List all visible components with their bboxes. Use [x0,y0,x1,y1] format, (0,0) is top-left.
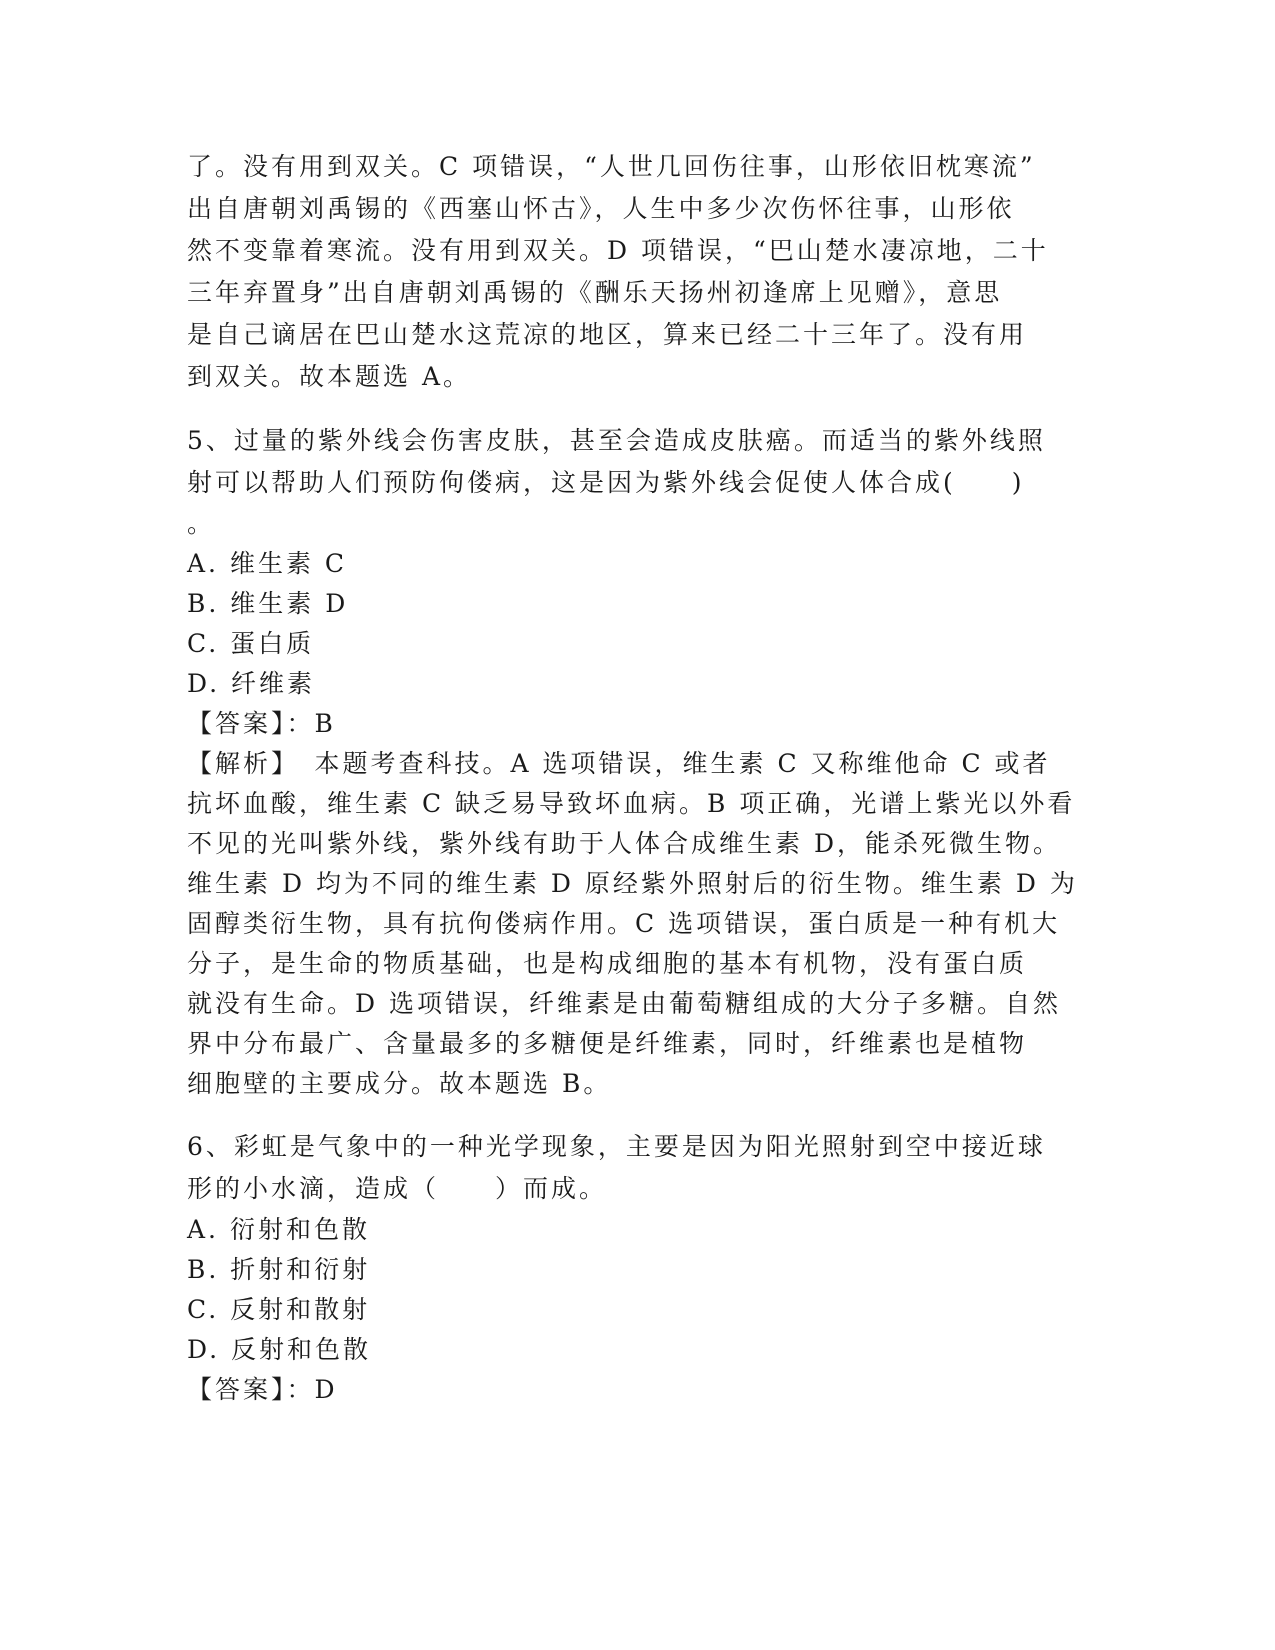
option-b: B. 折射和衍射 [187,1255,371,1284]
text-line: 了。没有用到双关。C 项错误，“人世几回伤往事，山形依旧枕寒流” [187,152,1036,181]
option-d: D. 纤维素 [187,669,316,698]
option-a: A. 衍射和色散 [187,1215,370,1244]
text-line: 三年弃置身”出自唐朝刘禹锡的《酬乐天扬州初逢席上见赠》，意思 [187,278,1003,307]
question-text: 形的小水滴，造成（ ）而成。 [187,1174,608,1203]
analysis-line: 维生素 D 均为不同的维生素 D 原经紫外照射后的衍生物。维生素 D 为 [187,869,1078,898]
text-line: 是自己谪居在巴山楚水这荒凉的地区，算来已经二十三年了。没有用 [187,320,1028,349]
analysis-line: 固醇类衍生物，具有抗佝偻病作用。C 选项错误，蛋白质是一种有机大 [187,909,1061,938]
question-text: 。 [187,509,216,538]
spacer [187,1104,1087,1126]
analysis-line: 细胞壁的主要成分。故本题选 B。 [187,1069,612,1098]
analysis-line: 不见的光叫紫外线，紫外线有助于人体合成维生素 D，能杀死微生物。 [187,829,1061,858]
analysis-line: 抗坏血酸，维生素 C 缺乏易导致坏血病。B 项正确，光谱上紫光以外看 [187,789,1076,818]
question-text: 6、彩虹是气象中的一种光学现象，主要是因为阳光照射到空中接近球 [187,1132,1046,1161]
spacer [187,398,1087,420]
text-line: 到双关。故本题选 A。 [187,362,472,391]
question-text: 射可以帮助人们预防佝偻病，这是因为紫外线会促使人体合成( ) [187,468,1025,497]
option-a: A. 维生素 C [187,549,348,578]
option-d: D. 反射和色散 [187,1335,372,1364]
text-line: 然不变靠着寒流。没有用到双关。D 项错误，“巴山楚水凄凉地，二十 [187,236,1049,265]
answer: 【答案】：D [187,1375,338,1404]
text-line: 出自唐朝刘禹锡的《西塞山怀古》，人生中多少次伤怀往事，山形依 [187,194,1015,223]
document-page [187,146,1087,1410]
analysis-line: 分子，是生命的物质基础，也是构成细胞的基本有机物，没有蛋白质 [187,949,1028,978]
analysis-line: 界中分布最广、含量最多的多糖便是纤维素，同时，纤维素也是植物 [187,1029,1028,1058]
option-b: B. 维生素 D [187,589,349,618]
analysis-line: 【解析】 本题考查科技。A 选项错误，维生素 C 又称维他命 C 或者 [187,749,1051,778]
previous-explanation [187,146,1087,398]
question-5 [187,420,1087,1104]
option-c: C. 反射和散射 [187,1295,371,1324]
answer: 【答案】：B [187,709,336,738]
question-text: 5、过量的紫外线会伤害皮肤，甚至会造成皮肤癌。而适当的紫外线照 [187,426,1046,455]
analysis-line: 就没有生命。D 选项错误，纤维素是由葡萄糖组成的大分子多糖。自然 [187,989,1061,1018]
question-6 [187,1126,1087,1410]
option-c: C. 蛋白质 [187,629,315,658]
